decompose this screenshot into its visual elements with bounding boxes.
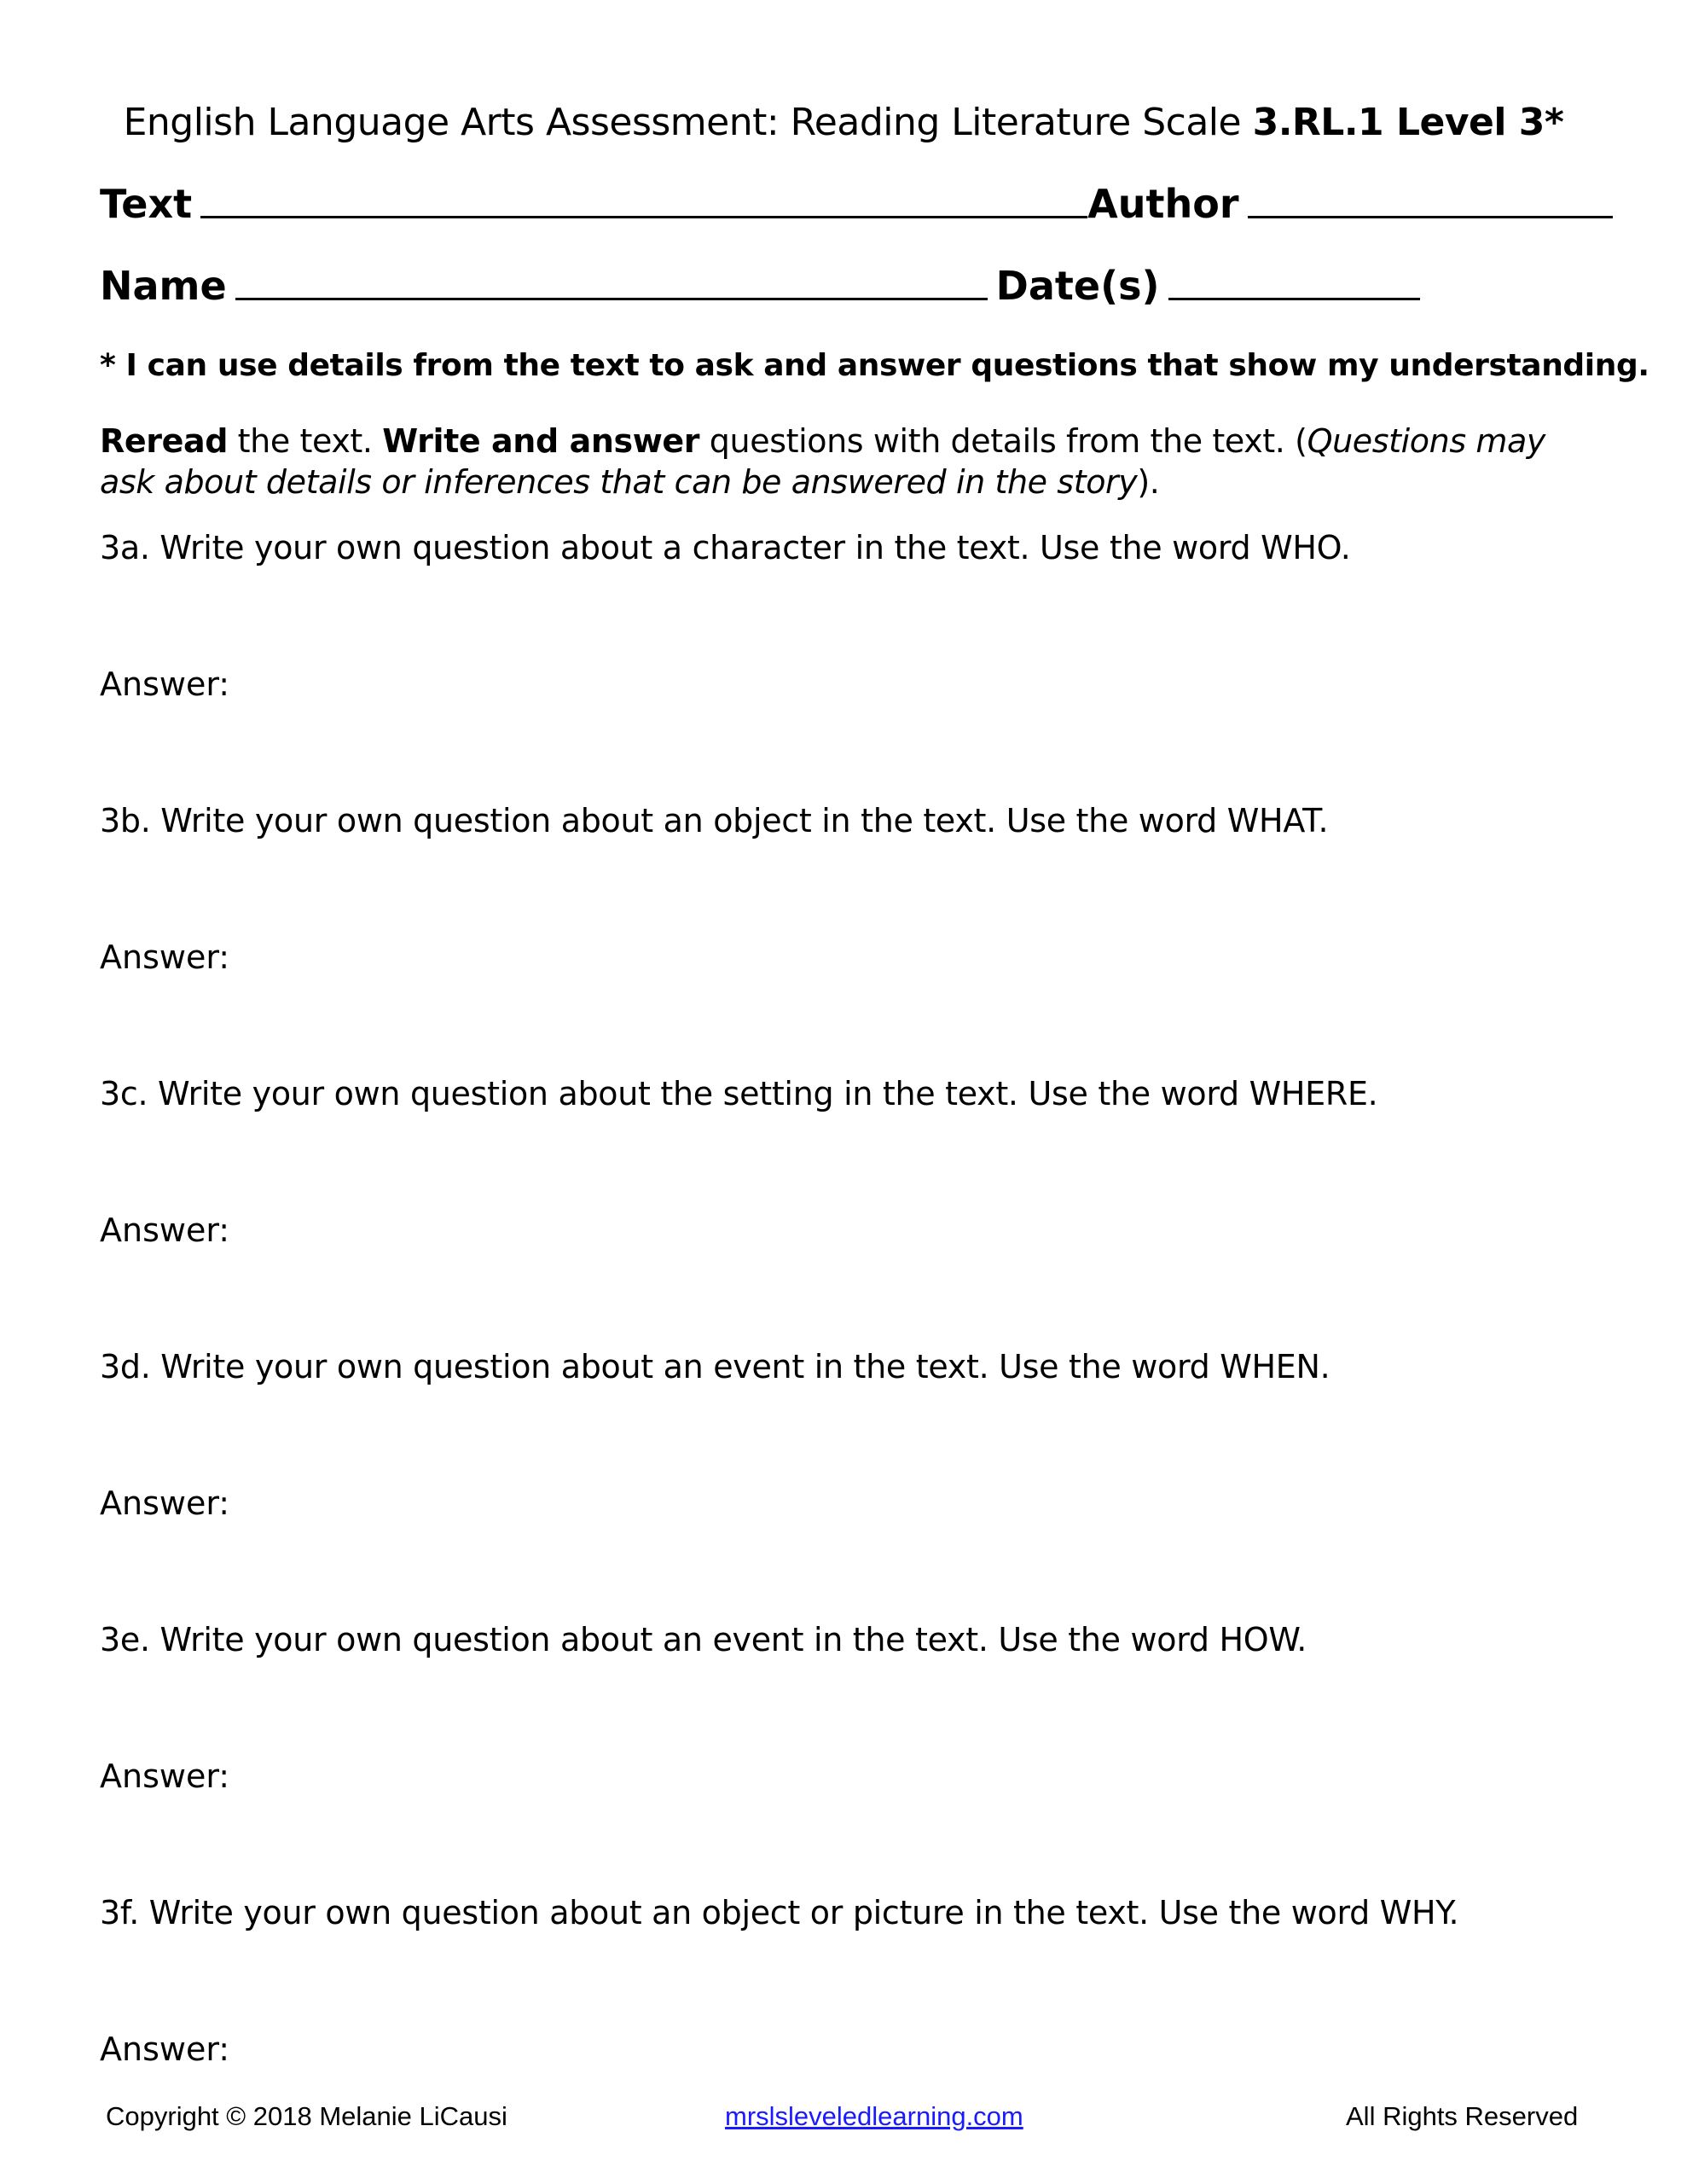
footer-link[interactable]: mrslsleveledlearning.com <box>725 2101 1023 2131</box>
name-field[interactable] <box>235 294 988 300</box>
instr-part2: questions with details from the text. ( <box>699 422 1307 460</box>
question-3a: 3a. Write your own question about a character in the text. Use the word WHO. <box>100 529 1351 566</box>
dates-field[interactable] <box>1168 294 1420 300</box>
instr-reread: Reread <box>100 422 228 460</box>
i-can-statement: * I can use details from the text to ask and answer questions that show my understanding. <box>100 348 1649 383</box>
author-label: Author <box>1087 181 1239 227</box>
question-3e: 3e. Write your own question about an event in the text. Use the word HOW. <box>100 1621 1307 1658</box>
instr-write-answer: Write and answer <box>382 422 700 460</box>
author-field[interactable] <box>1248 212 1613 218</box>
text-author-row <box>100 181 1621 227</box>
instr-part1: the text. <box>228 422 383 460</box>
instructions <box>100 421 1584 502</box>
answer-label-3a: Answer: <box>100 665 230 703</box>
name-date-row <box>100 263 1429 309</box>
answer-label-3d: Answer: <box>100 1484 230 1522</box>
title-code: 3.RL.1 Level 3* <box>1252 101 1564 144</box>
answer-label-3f: Answer: <box>100 2030 230 2068</box>
title-text: English Language Arts Assessment: Reading Literature Scale <box>123 101 1253 144</box>
footer-rights: All Rights Reserved <box>1346 2101 1579 2131</box>
page-title <box>0 101 1687 144</box>
instr-italic: Questions may ask about details or inferences that can be answered in the story <box>100 422 1546 501</box>
name-label: Name <box>100 263 227 309</box>
question-3f: 3f. Write your own question about an object or picture in the text. Use the word WHY. <box>100 1894 1459 1931</box>
answer-label-3e: Answer: <box>100 1757 230 1795</box>
text-field[interactable] <box>200 212 1087 218</box>
dates-label: Date(s) <box>995 263 1160 309</box>
question-3d: 3d. Write your own question about an event in the text. Use the word WHEN. <box>100 1348 1330 1385</box>
instr-part3: ). <box>1137 463 1160 501</box>
footer-copyright: Copyright © 2018 Melanie LiCausi <box>106 2101 507 2131</box>
question-3c: 3c. Write your own question about the setting in the text. Use the word WHERE. <box>100 1075 1378 1112</box>
question-3b: 3b. Write your own question about an object in the text. Use the word WHAT. <box>100 802 1329 839</box>
answer-label-3b: Answer: <box>100 938 230 976</box>
answer-label-3c: Answer: <box>100 1211 230 1249</box>
text-label: Text <box>100 181 193 227</box>
